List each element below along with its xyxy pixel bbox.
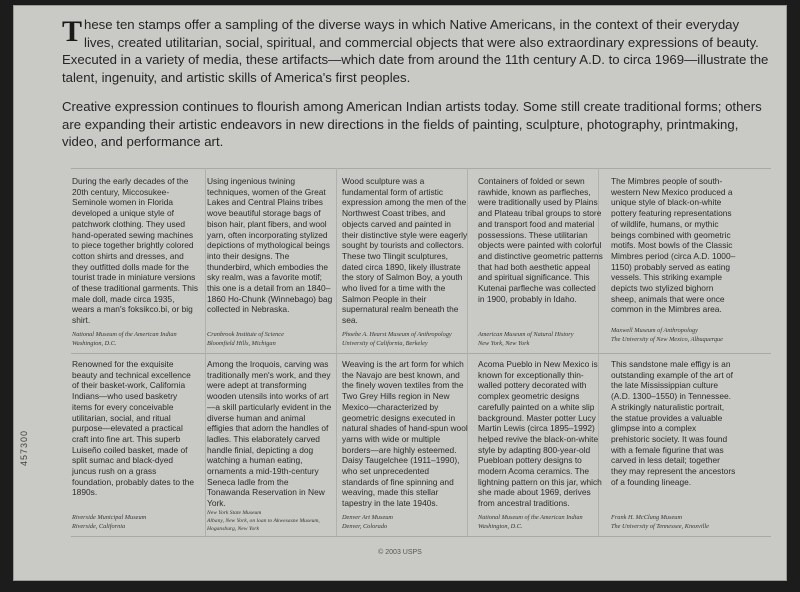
museum-credit bbox=[342, 513, 472, 531]
museum-credit bbox=[207, 330, 337, 348]
museum-credit bbox=[611, 513, 741, 531]
panel-mimbres-bowl bbox=[611, 176, 737, 343]
column-divider-2 bbox=[336, 168, 337, 536]
museum-name: National Museum of the American Indian bbox=[478, 514, 583, 521]
museum-credit bbox=[342, 330, 472, 348]
plate-number: 457300 bbox=[19, 429, 29, 466]
panel-text: Among the Iroquois, carving was traditionally men's work, and they were adept at transforming wooden utensils into works of art—a skill particularly evident in the diverse human and animal effigies that adorn the handles of ladles. This elaborately carved handle finial, depicting a dog watching a human eating, ornaments a mid-19th-century Seneca ladle from the Tonawanda Reservation in New York. bbox=[207, 359, 332, 509]
panel-text: Wood sculpture was a fundamental form of artistic expression among the men of the Northwest Coast tribes, and objects carved and painted in their distinctive style were eagerly sought by tourists and collectors. These two Tlingit sculptures, dated circa 1890, likely illustrate the story of Salmon Boy, a youth who lived for a time with the Salmon People in their supernatural realm beneath the sea. bbox=[342, 176, 468, 326]
museum-name: Maxwell Museum of Anthropology bbox=[611, 327, 698, 334]
panel-miccosukee-doll bbox=[72, 176, 199, 347]
museum-location: Albany, New York, on loan to Akwesasne Museum, Hogansburg, New York bbox=[207, 518, 320, 532]
museum-location: Washington, D.C. bbox=[478, 523, 523, 530]
panel-navajo-tapestry bbox=[342, 359, 468, 530]
panel-luiseno-basket bbox=[72, 359, 198, 530]
copyright-notice: © 2003 USPS bbox=[378, 549, 422, 556]
museum-name: New York State Museum bbox=[207, 510, 262, 516]
museum-location: The University of Tennessee, Knoxville bbox=[611, 523, 709, 530]
intro-paragraph-1 bbox=[62, 16, 772, 86]
museum-credit bbox=[611, 326, 741, 344]
panel-text: Acoma Pueblo in New Mexico is known for exceptionally thin-walled pottery decorated with complex geometric designs carefully painted on a white slip background. Master potter Lucy Martin Lewis (circa 1895–1992) helped revive the black-on-white style by adapting 800-year-old Puebloan pottery designs to modern Acoma ceramics. The lightning pattern on this jar, which she made about 1969, derives from ancestral traditions. bbox=[478, 359, 602, 509]
intro-text bbox=[62, 16, 772, 163]
museum-name: Phoebe A. Hearst Museum of Anthropology bbox=[342, 331, 452, 338]
intro-paragraph-1-text: hese ten stamps offer a sampling of the diverse ways in which Native Americans, in the context of their everyday lives, created utilitarian, social, spiritual, and commercial objects that were also extraordinary expressions of beauty. Executed in a variety of media, these artifacts—which date from around the 11th century A.D. to circa 1969—illustrate the talent, ingenuity, and artistic skills of America's first peoples. bbox=[62, 17, 769, 85]
museum-credit bbox=[207, 509, 337, 533]
panel-text: During the early decades of the 20th century, Miccosukee-Seminole women in Florida developed a unique style of patchwork clothing. They used hand-operated sewing machines to piece together brightly colored cotton shirts and dresses, and they outfitted dolls made for the tourist trade in miniature versions of these traditional garments. This male doll, made circa 1935, wears a man's foksikco.bi, or big shirt. bbox=[72, 176, 199, 326]
museum-name: Denver Art Museum bbox=[342, 514, 393, 521]
panel-kutenai-parfleche bbox=[478, 176, 604, 347]
row-divider-bottom bbox=[71, 536, 771, 537]
museum-location: Washington, D.C. bbox=[72, 340, 117, 347]
museum-location: Bloomfield Hills, Michigan bbox=[207, 340, 276, 347]
row-divider-middle bbox=[71, 353, 771, 354]
panel-text: The Mimbres people of south-western New Mexico produced a unique style of black-on-white pottery featuring representations of wildlife, humans, or mythic beings combined with geometric motifs. Most bowls of the Classic Mimbres period (circa A.D. 1000–1150) probably served as eating vessels. This striking example depicts two stylized bighorn sheep, animals that were once common in the Mimbres area. bbox=[611, 176, 736, 315]
stamp-sheet-back bbox=[14, 6, 786, 580]
museum-location: Riverside, California bbox=[72, 523, 126, 530]
museum-credit bbox=[478, 330, 608, 348]
museum-name: Cranbrook Institute of Science bbox=[207, 331, 284, 338]
museum-credit bbox=[478, 513, 608, 531]
panel-text: This sandstone male effigy is an outstanding example of the art of the late Mississippian culture (A.D. 1300–1550) in Tennessee. A strikingly naturalistic portrait, the statue provides a valuable glimpse into a complex prehistoric society. It was found with a female figurine that was carved in less detail; together they may represent the ancestors of a founding lineage. bbox=[611, 359, 736, 487]
panel-ho-chunk-bag bbox=[207, 176, 333, 347]
museum-location: Denver, Colorado bbox=[342, 523, 388, 530]
panel-mississippian-effigy bbox=[611, 359, 737, 530]
panel-text: Using ingenious twining techniques, women of the Great Lakes and Central Plains tribes wove beautiful storage bags of bison hair, plant fibers, and wool yarn, often incorporating stylized depictions of mythological beings into their designs. The thunderbird, which embodies the sky realm, was a favorite motif; this one is a detail from an 1840–1860 Ho-Chunk (Winnebago) bag collected in Nebraska. bbox=[207, 176, 333, 315]
museum-credit bbox=[72, 513, 202, 531]
museum-location: New York, New York bbox=[478, 340, 530, 347]
museum-location: University of California, Berkeley bbox=[342, 340, 428, 347]
museum-name: Frank H. McClung Museum bbox=[611, 514, 683, 521]
intro-paragraph-2: Creative expression continues to flourish among American Indian artists today. Some still create traditional forms; others are expanding their artistic endeavors in new directions in the fields of painting, sculpture, photography, printmaking, video, and performance art. bbox=[62, 99, 762, 149]
panel-acoma-jar bbox=[478, 359, 604, 530]
column-divider-1 bbox=[205, 168, 206, 536]
museum-name: National Museum of the American Indian bbox=[72, 331, 177, 338]
panel-text: Renowned for the exquisite beauty and technical excellence of their basket-work, California Indians—who used basketry items for every conceivable utilitarian, social, and ritual purpose—elevated a practical craft into fine art. This superb Luiseño coiled basket, made of split sumac and black-dyed juncus rush on a grass foundation, probably dates to the 1890s. bbox=[72, 359, 194, 498]
drop-cap: T bbox=[62, 15, 83, 48]
panel-text: Weaving is the art form for which the Navajo are best known, and the finely woven textiles from the Two Grey Hills region in New Mexico—characterized by geometric designs executed in natural shades of hand-spun wool yarns with wide or multiple borders—are highly esteemed. Daisy Taugelchee (1911–1990), who set unprecedented standards of fine spinning and weaving, made this stellar tapestry in the late 1940s. bbox=[342, 359, 468, 509]
panel-tlingit-sculptures bbox=[342, 176, 468, 347]
row-divider-top bbox=[71, 168, 771, 169]
panel-text: Containers of folded or sewn rawhide, known as parfleches, were traditionally used by Plains and Plateau tribal groups to store and transport food and material possessions. These utilitarian objects were painted with colorful and distinctive geometric patterns that had both aesthetic appeal and spiritual significance. This Kutenai parfleche was collected in 1900, probably in Idaho. bbox=[478, 176, 603, 304]
panel-seneca-ladle bbox=[207, 359, 333, 532]
museum-credit bbox=[72, 330, 202, 348]
museum-name: American Museum of Natural History bbox=[478, 331, 574, 338]
museum-name: Riverside Municipal Museum bbox=[72, 514, 147, 521]
museum-location: The University of New Mexico, Albuquerque bbox=[611, 336, 723, 343]
